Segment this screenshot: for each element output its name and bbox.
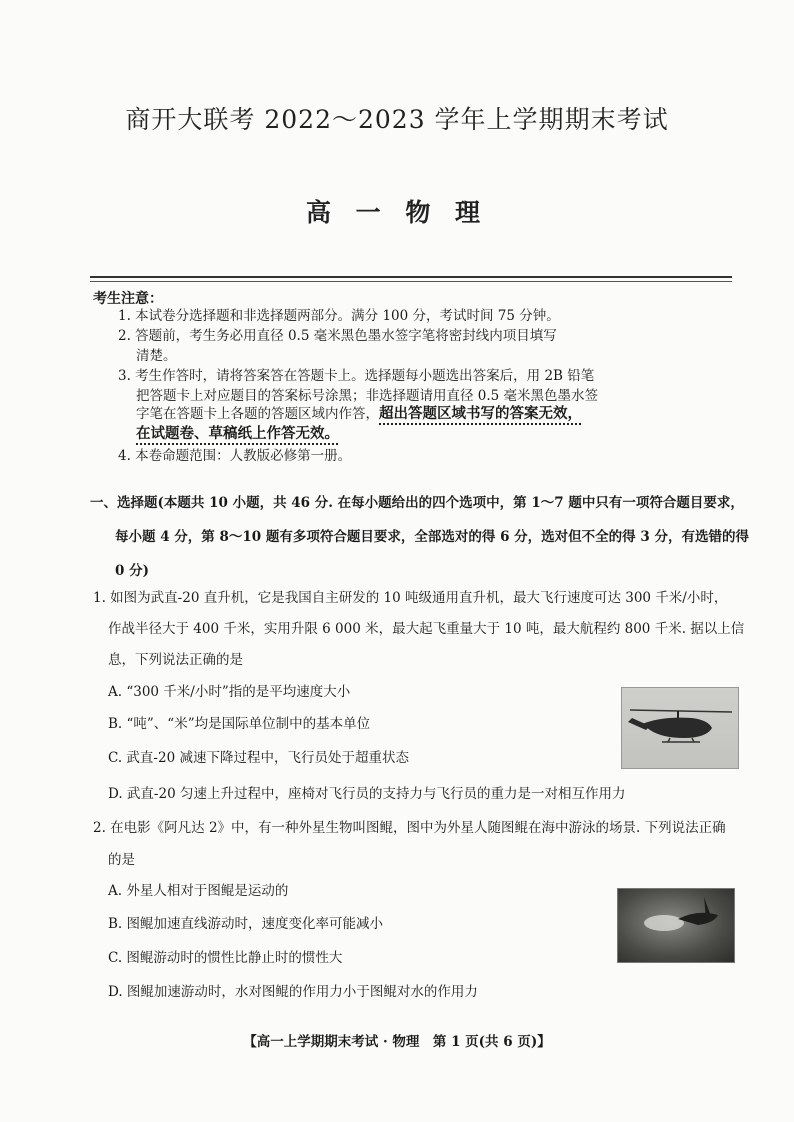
exam-title: 商开大联考 2022～2023 学年上学期期末考试	[125, 105, 669, 134]
page-footer: 【高一上学期期末考试 · 物理 第 1 页(共 6 页)】	[243, 1034, 551, 1050]
option-b: B. “吨”、“米”均是国际单位制中的基本单位	[108, 716, 371, 732]
question-stem: 的是	[108, 852, 135, 868]
notice-item-line	[136, 424, 339, 444]
helicopter-icon	[622, 688, 738, 768]
option-c: C. 图鲲游动时的惯性比静止时的惯性大	[108, 950, 343, 966]
header-rule-thick	[90, 276, 732, 278]
notice-item: 字笔在答题卡上各题的答题区域内作答，	[136, 406, 379, 422]
notice-item: 把答题卡上对应题目的答案标号涂黑；非选择题请用直径 0.5 毫米黑色墨水签	[136, 388, 599, 404]
notice-item: 1. 本试卷分选择题和非选择题两部分。满分 100 分，考试时间 75 分钟。	[118, 308, 560, 324]
notice-item: 4. 本卷命题范围：人教版必修第一册。	[118, 448, 352, 464]
option-c: C. 武直-20 减速下降过程中，飞行员处于超重状态	[108, 750, 409, 766]
notice-emphasis: 在试题卷、草稿纸上作答无效。	[136, 426, 339, 442]
notice-item: 3. 考生作答时，请将答案答在答题卡上。选择题每小题选出答案后，用 2B 铅笔	[118, 368, 595, 384]
question-stem: 作战半径大于 400 千米，实用升限 6 000 米，最大起飞重量大于 10 吨，最大航程约 800 千米. 据以上信	[108, 621, 745, 637]
avatar-scene-image	[617, 888, 735, 963]
option-a: A. 外星人相对于图鲲是运动的	[108, 883, 289, 899]
section-line: 每小题 4 分，第 8～10 题有多项符合题目要求，全部选对的得 6 分，选对但不全的得 3 分，有选错的得	[115, 529, 749, 545]
sea-creature-icon	[618, 889, 734, 962]
subject-title: 高 一 物 理	[305, 198, 489, 227]
question-stem: 2. 在电影《阿凡达 2》中，有一种外星生物叫图鲲，图中为外星人随图鲲在海中游泳的场景. 下列说法正确	[93, 820, 726, 836]
header-rule-thin	[90, 281, 732, 282]
section-instructions	[90, 486, 753, 588]
notice-item-line	[136, 404, 582, 424]
option-d: D. 武直-20 匀速上升过程中，座椅对飞行员的支持力与飞行员的重力是一对相互作用力	[108, 786, 626, 802]
section-line: 0 分)	[115, 563, 149, 579]
question-stem: 息，下列说法正确的是	[108, 652, 243, 668]
question-stem: 1. 如图为武直-20 直升机，它是我国自主研发的 10 吨级通用直升机，最大飞行速度可达 300 千米/小时，	[93, 590, 728, 606]
option-d: D. 图鲲加速游动时，水对图鲲的作用力小于图鲲对水的作用力	[108, 984, 478, 1000]
notice-item: 2. 答题前，考生务必用直径 0.5 毫米黑色墨水签字笔将密封线内项目填写	[118, 328, 557, 344]
section-line: 一、选择题(本题共 10 小题，共 46 分. 在每小题给出的四个选项中，第 1～7 题中只有一项符合题目要求，	[90, 495, 744, 511]
option-b: B. 图鲲加速直线游动时，速度变化率可能减小	[108, 916, 384, 932]
option-a: A. “300 千米/小时”指的是平均速度大小	[108, 684, 351, 700]
notice-item: 清楚。	[136, 348, 177, 364]
helicopter-image	[621, 687, 739, 769]
notice-heading: 考生注意：	[93, 291, 163, 307]
notice-emphasis: 超出答题区域书写的答案无效，	[379, 406, 582, 422]
